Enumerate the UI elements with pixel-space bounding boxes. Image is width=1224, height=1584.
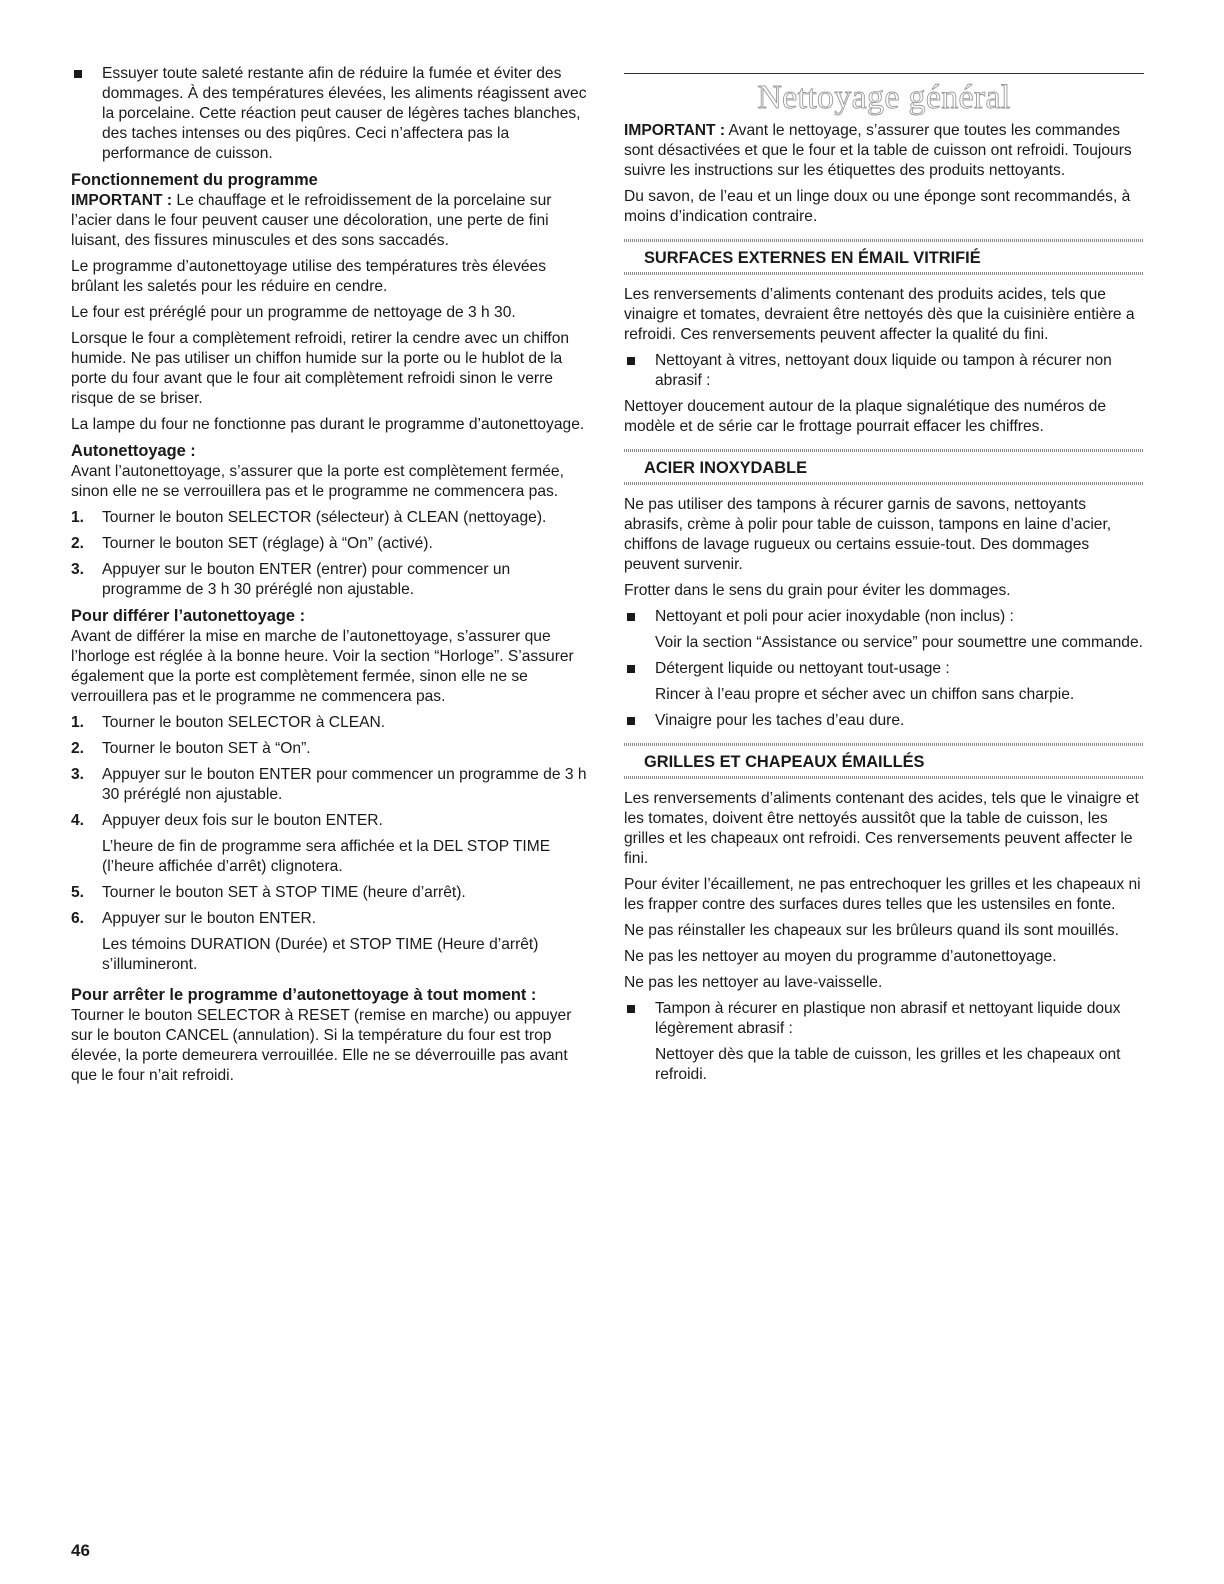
heading-arreter: Pour arrêter le programme d’autonettoyage à tout moment : [71, 986, 537, 1004]
dotted-rule [624, 482, 1144, 485]
section-heading: SURFACES EXTERNES EN ÉMAIL VITRIFIÉ [644, 249, 981, 267]
section-header-grilles [624, 743, 1144, 779]
step-number: 4. [71, 812, 85, 829]
step-text: Tourner le bouton SET à “On”. [102, 740, 311, 757]
paragraph: Ne pas réinstaller les chapeaux sur les brûleurs quand ils sont mouillés. [624, 922, 1119, 939]
paragraph: Le programme d’autonettoyage utilise des températures très élevées brûlant les saletés pour les réduire en cendre. [71, 258, 547, 295]
step-item [71, 909, 587, 929]
important-label: IMPORTANT : [71, 192, 173, 209]
bullet-note: Nettoyer dès que la table de cuisson, les grilles et les chapeaux ont refroidi. [655, 1046, 1121, 1083]
step-number: 6. [71, 910, 85, 927]
step-number: 2. [71, 535, 85, 552]
dotted-rule [624, 272, 1144, 275]
section-title: Nettoyage général [757, 79, 1011, 116]
step-item [71, 534, 587, 554]
step-text: Tourner le bouton SET à STOP TIME (heure d’arrêt). [102, 884, 466, 901]
step-text: Tourner le bouton SELECTOR à CLEAN. [102, 714, 386, 731]
section-heading: ACIER INOXYDABLE [644, 459, 808, 477]
section-heading: GRILLES ET CHAPEAUX ÉMAILLÉS [644, 753, 925, 771]
section-header-email [624, 239, 1144, 275]
heading-autonettoyage: Autonettoyage : [71, 442, 196, 460]
intro-bullet: Essuyer toute saleté restante afin de réduire la fumée et éviter des dommages. À des températures élevées, les aliments réagissent avec la porcelaine. Cette réaction peut causer de légères taches blanches, des taches intenses ou des piqûres. Ceci n’affectera pas la performance de cuisson. [71, 64, 587, 164]
paragraph: Du savon, de l’eau et un linge doux ou une éponge sont recommandés, à moins d’indication contraire. [624, 188, 1131, 225]
step-text: Appuyer sur le bouton ENTER. [102, 910, 317, 927]
step-number: 1. [71, 714, 85, 731]
paragraph: Pour éviter l’écaillement, ne pas entrechoquer les grilles et les chapeaux ni les frapper contre des surfaces dures telles que les ustensiles en fonte. [624, 876, 1141, 913]
step-item [71, 560, 587, 600]
bullet-item: Détergent liquide ou nettoyant tout-usage : [624, 659, 1144, 679]
step-text: Tourner le bouton SET (réglage) à “On” (activé). [102, 535, 433, 552]
top-rule [624, 73, 1144, 74]
paragraph: Avant l’autonettoyage, s’assurer que la porte est complètement fermée, sinon elle ne se verrouillera pas et le programme ne commencera pas. [71, 463, 564, 500]
step-number: 5. [71, 884, 85, 901]
paragraph: La lampe du four ne fonctionne pas durant le programme d’autonettoyage. [71, 416, 585, 433]
right-column [624, 64, 1144, 1091]
important-paragraph [624, 121, 1144, 181]
step-number: 2. [71, 740, 85, 757]
step-text: Appuyer sur le bouton ENTER pour commencer un programme de 3 h 30 préréglé non ajustable. [102, 766, 587, 803]
section-header-acier [624, 449, 1144, 485]
step-item [71, 739, 587, 759]
dotted-rule [624, 776, 1144, 779]
heading-fonctionnement: Fonctionnement du programme [71, 171, 318, 189]
important-label: IMPORTANT : [624, 122, 726, 139]
step-number: 1. [71, 509, 85, 526]
step-note: L’heure de fin de programme sera affichée et la DEL STOP TIME (l’heure affichée d’arrêt) clignotera. [102, 838, 551, 875]
bullet-item: Nettoyant à vitres, nettoyant doux liquide ou tampon à récurer non abrasif : [624, 351, 1144, 391]
step-item [71, 883, 587, 903]
heading-differer: Pour différer l’autonettoyage : [71, 607, 306, 625]
bullet-item: Tampon à récurer en plastique non abrasif et nettoyant liquide doux légèrement abrasif : [624, 999, 1144, 1039]
page-number: 46 [71, 1541, 90, 1560]
left-column [71, 64, 587, 1092]
paragraph: Tourner le bouton SELECTOR à RESET (remise en marche) ou appuyer sur le bouton CANCEL (annulation). Si la température du four est trop élevée, la porte demeurera verrouillée. Elle ne se déverrouille pas avant que le four n’ait refroidi. [71, 1007, 572, 1084]
paragraph: Ne pas les nettoyer au moyen du programme d’autonettoyage. [624, 948, 1057, 965]
paragraph: Les renversements d’aliments contenant des acides, tels que le vinaigre et les tomates, doivent être nettoyés aussitôt que la table de cuisson, les grilles et les chapeaux ont refroidi. Ces renversements peuvent affecter le fini. [624, 790, 1139, 867]
paragraph: Ne pas les nettoyer au lave-vaisselle. [624, 974, 883, 991]
step-item [71, 765, 587, 805]
step-item [71, 508, 587, 528]
important-text: Avant le nettoyage, s’assurer que toutes les commandes sont désactivées et que le four et la table de cuisson ont refroidi. Toujours suivre les instructions sur les étiquettes des produits nettoyants. [624, 122, 1132, 179]
bullet-item: Nettoyant et poli pour acier inoxydable (non inclus) : [624, 607, 1144, 627]
step-text: Tourner le bouton SELECTOR (sélecteur) à CLEAN (nettoyage). [102, 509, 547, 526]
paragraph: Ne pas utiliser des tampons à récurer garnis de savons, nettoyants abrasifs, crème à polir pour table de cuisson, tampons en laine d’acier, chiffons de lavage rugueux ou certains essuie-tout. Des dommages peuvent survenir. [624, 496, 1112, 573]
paragraph: Nettoyer doucement autour de la plaque signalétique des numéros de modèle et de série car le frottage pourrait effacer les chiffres. [624, 398, 1106, 435]
step-note: Les témoins DURATION (Durée) et STOP TIME (Heure d’arrêt) s’illumineront. [102, 936, 539, 973]
bullet-note: Rincer à l’eau propre et sécher avec un chiffon sans charpie. [655, 686, 1075, 703]
paragraph: Lorsque le four a complètement refroidi, retirer la cendre avec un chiffon humide. Ne pas utiliser un chiffon humide sur la porte ou le hublot de la porte du four avant que le four ait complètement refroidi sinon le verre risque de se briser. [71, 330, 570, 407]
step-text: Appuyer deux fois sur le bouton ENTER. [102, 812, 383, 829]
step-text: Appuyer sur le bouton ENTER (entrer) pour commencer un programme de 3 h 30 préréglé non ajustable. [102, 561, 511, 598]
paragraph: Avant de différer la mise en marche de l’autonettoyage, s’assurer que l’horloge est réglée à la bonne heure. Voir la section “Horloge”. S’assurer également que la porte est complètement fermée, sinon elle ne se verrouillera pas et le programme ne commencera pas. [71, 628, 574, 705]
paragraph: Le four est préréglé pour un programme de nettoyage de 3 h 30. [71, 304, 516, 321]
step-number: 3. [71, 766, 85, 783]
important-paragraph [71, 191, 587, 251]
paragraph: Frotter dans le sens du grain pour éviter les dommages. [624, 582, 1011, 599]
step-number: 3. [71, 561, 85, 578]
bullet-note: Voir la section “Assistance ou service” pour soumettre une commande. [655, 634, 1143, 651]
paragraph: Les renversements d’aliments contenant des produits acides, tels que vinaigre et tomates, devraient être nettoyés dès que la cuisinière entière a refroidi. Ces renversements peuvent affecter la qualité du fini. [624, 286, 1135, 343]
important-text: Le chauffage et le refroidissement de la porcelaine sur l’acier dans le four peuvent causer une décoloration, une perte de fini luisant, des fissures minuscules et des sons saccadés. [71, 192, 552, 249]
bullet-item: Vinaigre pour les taches d’eau dure. [624, 711, 1144, 731]
step-item [71, 713, 587, 733]
step-item [71, 811, 587, 831]
